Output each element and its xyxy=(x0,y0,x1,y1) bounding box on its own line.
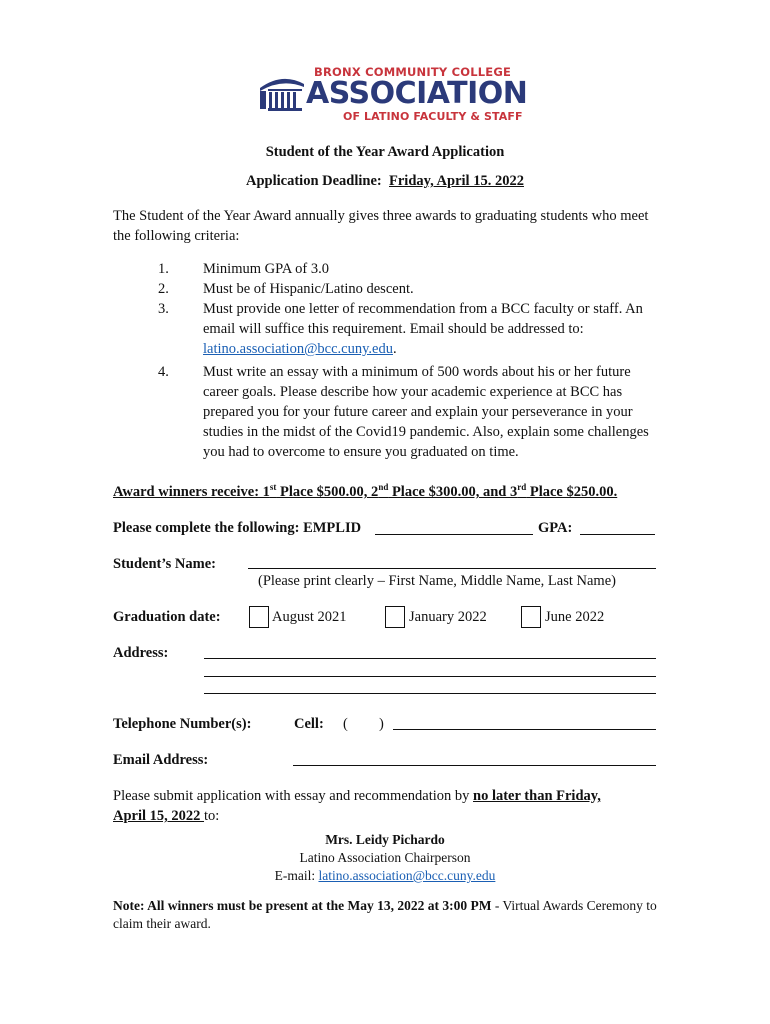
option-june-2022: June 2022 xyxy=(545,609,605,625)
checkbox-january-2022[interactable] xyxy=(385,606,405,628)
cell-label: Cell: xyxy=(294,716,324,732)
list-item: Minimum GPA of 3.0 xyxy=(203,261,329,277)
deadline-line xyxy=(0,171,770,191)
logo-line-association: ASSOCIATION xyxy=(306,76,528,111)
list-item xyxy=(203,299,655,359)
option-august-2021: August 2021 xyxy=(272,609,347,625)
ordinal-sup: rd xyxy=(517,482,527,493)
student-name-field[interactable] xyxy=(248,568,656,569)
graduation-date-label: Graduation date: xyxy=(113,609,221,625)
area-code-open: ( xyxy=(343,716,348,732)
address-field-line-1[interactable] xyxy=(204,658,656,659)
address-label: Address: xyxy=(113,645,169,661)
awards-lead: Award winners receive: 1 xyxy=(113,484,270,500)
address-field-line-3[interactable] xyxy=(204,693,656,694)
contact-email-line xyxy=(0,867,770,885)
deadline-date: Friday, April 15. 2022 xyxy=(389,173,524,189)
telephone-label: Telephone Number(s): xyxy=(113,716,252,732)
address-field-line-2[interactable] xyxy=(204,676,656,677)
note-rest: - Virtual Awards Ceremony to claim their award. xyxy=(113,898,657,931)
list-number: 1. xyxy=(158,261,169,277)
submit-text: Please submit application with essay and recommendation by xyxy=(113,788,474,804)
ordinal-sup: st xyxy=(269,482,277,493)
list-item-text: Must provide one letter of recommendation from a BCC faculty or staff. An email will suffice this requirement. Email should be addressed to: xyxy=(203,301,643,337)
association-email-link[interactable]: latino.association@bcc.cuny.edu xyxy=(203,341,393,357)
contact-name: Mrs. Leidy Pichardo xyxy=(325,832,445,847)
student-name-hint: (Please print clearly – First Name, Middle Name, Last Name) xyxy=(258,573,616,589)
emplid-label: Please complete the following: EMPLID xyxy=(113,520,362,536)
awards-third: Place $250.00. xyxy=(526,484,618,500)
contact-role: Latino Association Chairperson xyxy=(299,850,471,865)
student-name-label: Student’s Name: xyxy=(113,556,216,572)
logo-line-latino: OF LATINO FACULTY & STAFF xyxy=(343,110,523,123)
page-title: Student of the Year Award Application xyxy=(265,144,505,160)
area-code-close: ) xyxy=(379,716,384,732)
email-address-label: Email Address: xyxy=(113,752,209,768)
gpa-field[interactable] xyxy=(580,534,655,535)
list-number: 4. xyxy=(158,364,169,380)
deadline-label: Application Deadline: xyxy=(246,173,382,189)
contact-email-link[interactable]: latino.association@bcc.cuny.edu xyxy=(318,868,496,883)
checkbox-august-2021[interactable] xyxy=(249,606,269,628)
submit-deadline-part1: no later than Friday, xyxy=(473,788,601,804)
submit-deadline-part2: April 15, 2022 xyxy=(113,808,205,824)
email-address-field[interactable] xyxy=(293,765,656,766)
awards-line xyxy=(113,482,617,502)
option-january-2022: January 2022 xyxy=(409,609,487,625)
note-paragraph xyxy=(113,897,669,933)
logo-line-college: BRONX COMMUNITY COLLEGE xyxy=(314,65,512,79)
submit-instructions xyxy=(113,786,653,826)
gpa-label: GPA: xyxy=(538,520,573,536)
list-item: Must write an essay with a minimum of 500 words about his or her future career goals. Please describe how your academic experience at BCC has prepared you for your future career and explain your perseverance in your studies in the midst of the Covid19 pandemic. Also, explain some challenges you had to overcome to ensure you graduated on time. xyxy=(203,364,649,460)
building-dome-icon xyxy=(258,74,306,112)
submit-to: to: xyxy=(204,808,220,824)
awards-second: Place $300.00, and 3 xyxy=(388,484,518,500)
checkbox-june-2022[interactable] xyxy=(521,606,541,628)
list-number: 2. xyxy=(158,281,169,297)
note-bold: Note: All winners must be present at the May 13, 2022 at 3:00 PM xyxy=(113,898,492,913)
ordinal-sup: nd xyxy=(378,482,389,493)
cell-number-field[interactable] xyxy=(393,729,656,730)
intro-paragraph: The Student of the Year Award annually gives three awards to graduating students who meet the following criteria: xyxy=(113,208,649,244)
contact-email-label: E-mail: xyxy=(274,868,319,883)
list-item-period: . xyxy=(392,341,397,357)
awards-first: Place $500.00, 2 xyxy=(276,484,379,500)
list-number: 3. xyxy=(158,301,169,317)
emplid-field[interactable] xyxy=(375,534,533,535)
list-item: Must be of Hispanic/Latino descent. xyxy=(203,281,414,297)
contact-block xyxy=(0,831,770,885)
